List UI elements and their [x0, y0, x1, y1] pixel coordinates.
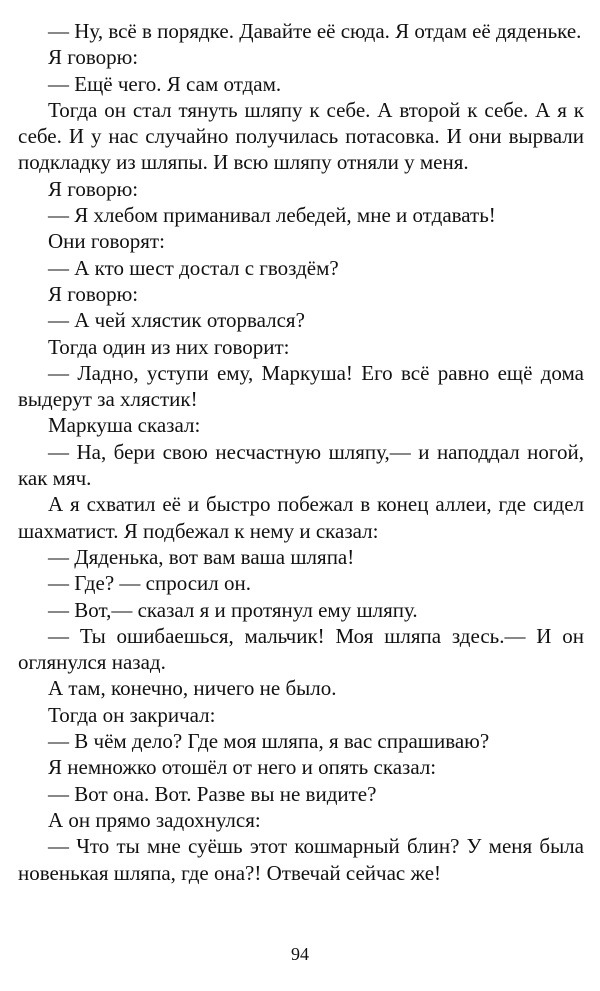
paragraph: — В чём дело? Где моя шляпа, я вас спрашиваю? — [48, 729, 490, 754]
paragraph: — Что ты мне суёшь этот кошмарный блин? У меня была новенькая шляпа, где она?! Отвечай сейчас же! — [18, 834, 584, 885]
paragraph: А я схватил её и быстро побежал в конец аллеи, где сидел шахматист. Я подбежал к нему и сказал: — [18, 492, 584, 543]
paragraph: — Я хлебом приманивал лебедей, мне и отдавать! — [48, 203, 496, 228]
paragraph: — Вот она. Вот. Разве вы не видите? — [48, 781, 377, 806]
paragraph: Я говорю: — [48, 45, 139, 70]
paragraph: — Дяденька, вот вам ваша шляпа! — [48, 544, 355, 569]
paragraph: Тогда он закричал: — [48, 702, 216, 727]
paragraph: Тогда он стал тянуть шляпу к себе. А второй к себе. А я к себе. И у нас случайно получилась потасовка. И они вырвали подкладку из шляпы. И всю шляпу отняли у меня. — [18, 97, 584, 175]
paragraph: — А кто шест достал с гвоздём? — [48, 255, 339, 280]
paragraph: — Ладно, уступи ему, Маркуша! Его всё равно ещё дома выдерут за хлястик! — [18, 360, 584, 412]
paragraph: — Ну, всё в порядке. Давайте её сюда. Я отдам её дяденьке. — [48, 19, 582, 43]
paragraph: Я говорю: — [48, 281, 139, 306]
paragraph: — Ты ошибаешься, мальчик! Моя шляпа здесь.— И он оглянулся назад. — [18, 623, 584, 675]
paragraph: — Где? — спросил он. — [48, 571, 251, 596]
paragraph: — Ещё чего. Я сам отдам. — [48, 71, 282, 96]
page-text — [18, 18, 584, 886]
paragraph: Тогда один из них говорит: — [48, 334, 290, 359]
paragraph: А он прямо задохнулся: — [48, 807, 261, 832]
paragraph: Я говорю: — [48, 176, 139, 201]
page-number: 94 — [291, 944, 309, 964]
paragraph: — А чей хлястик оторвался? — [48, 308, 305, 333]
paragraph: Они говорят: — [48, 229, 165, 254]
paragraph: Маркуша сказал: — [48, 413, 201, 438]
paragraph: Я немножко отошёл от него и опять сказал: — [48, 755, 437, 780]
paragraph: — На, бери свою несчастную шляпу,— и наподдал ногой, как мяч. — [18, 439, 584, 491]
paragraph: — Вот,— сказал я и протянул ему шляпу. — [48, 597, 418, 622]
paragraph: А там, конечно, ничего не было. — [48, 676, 337, 701]
